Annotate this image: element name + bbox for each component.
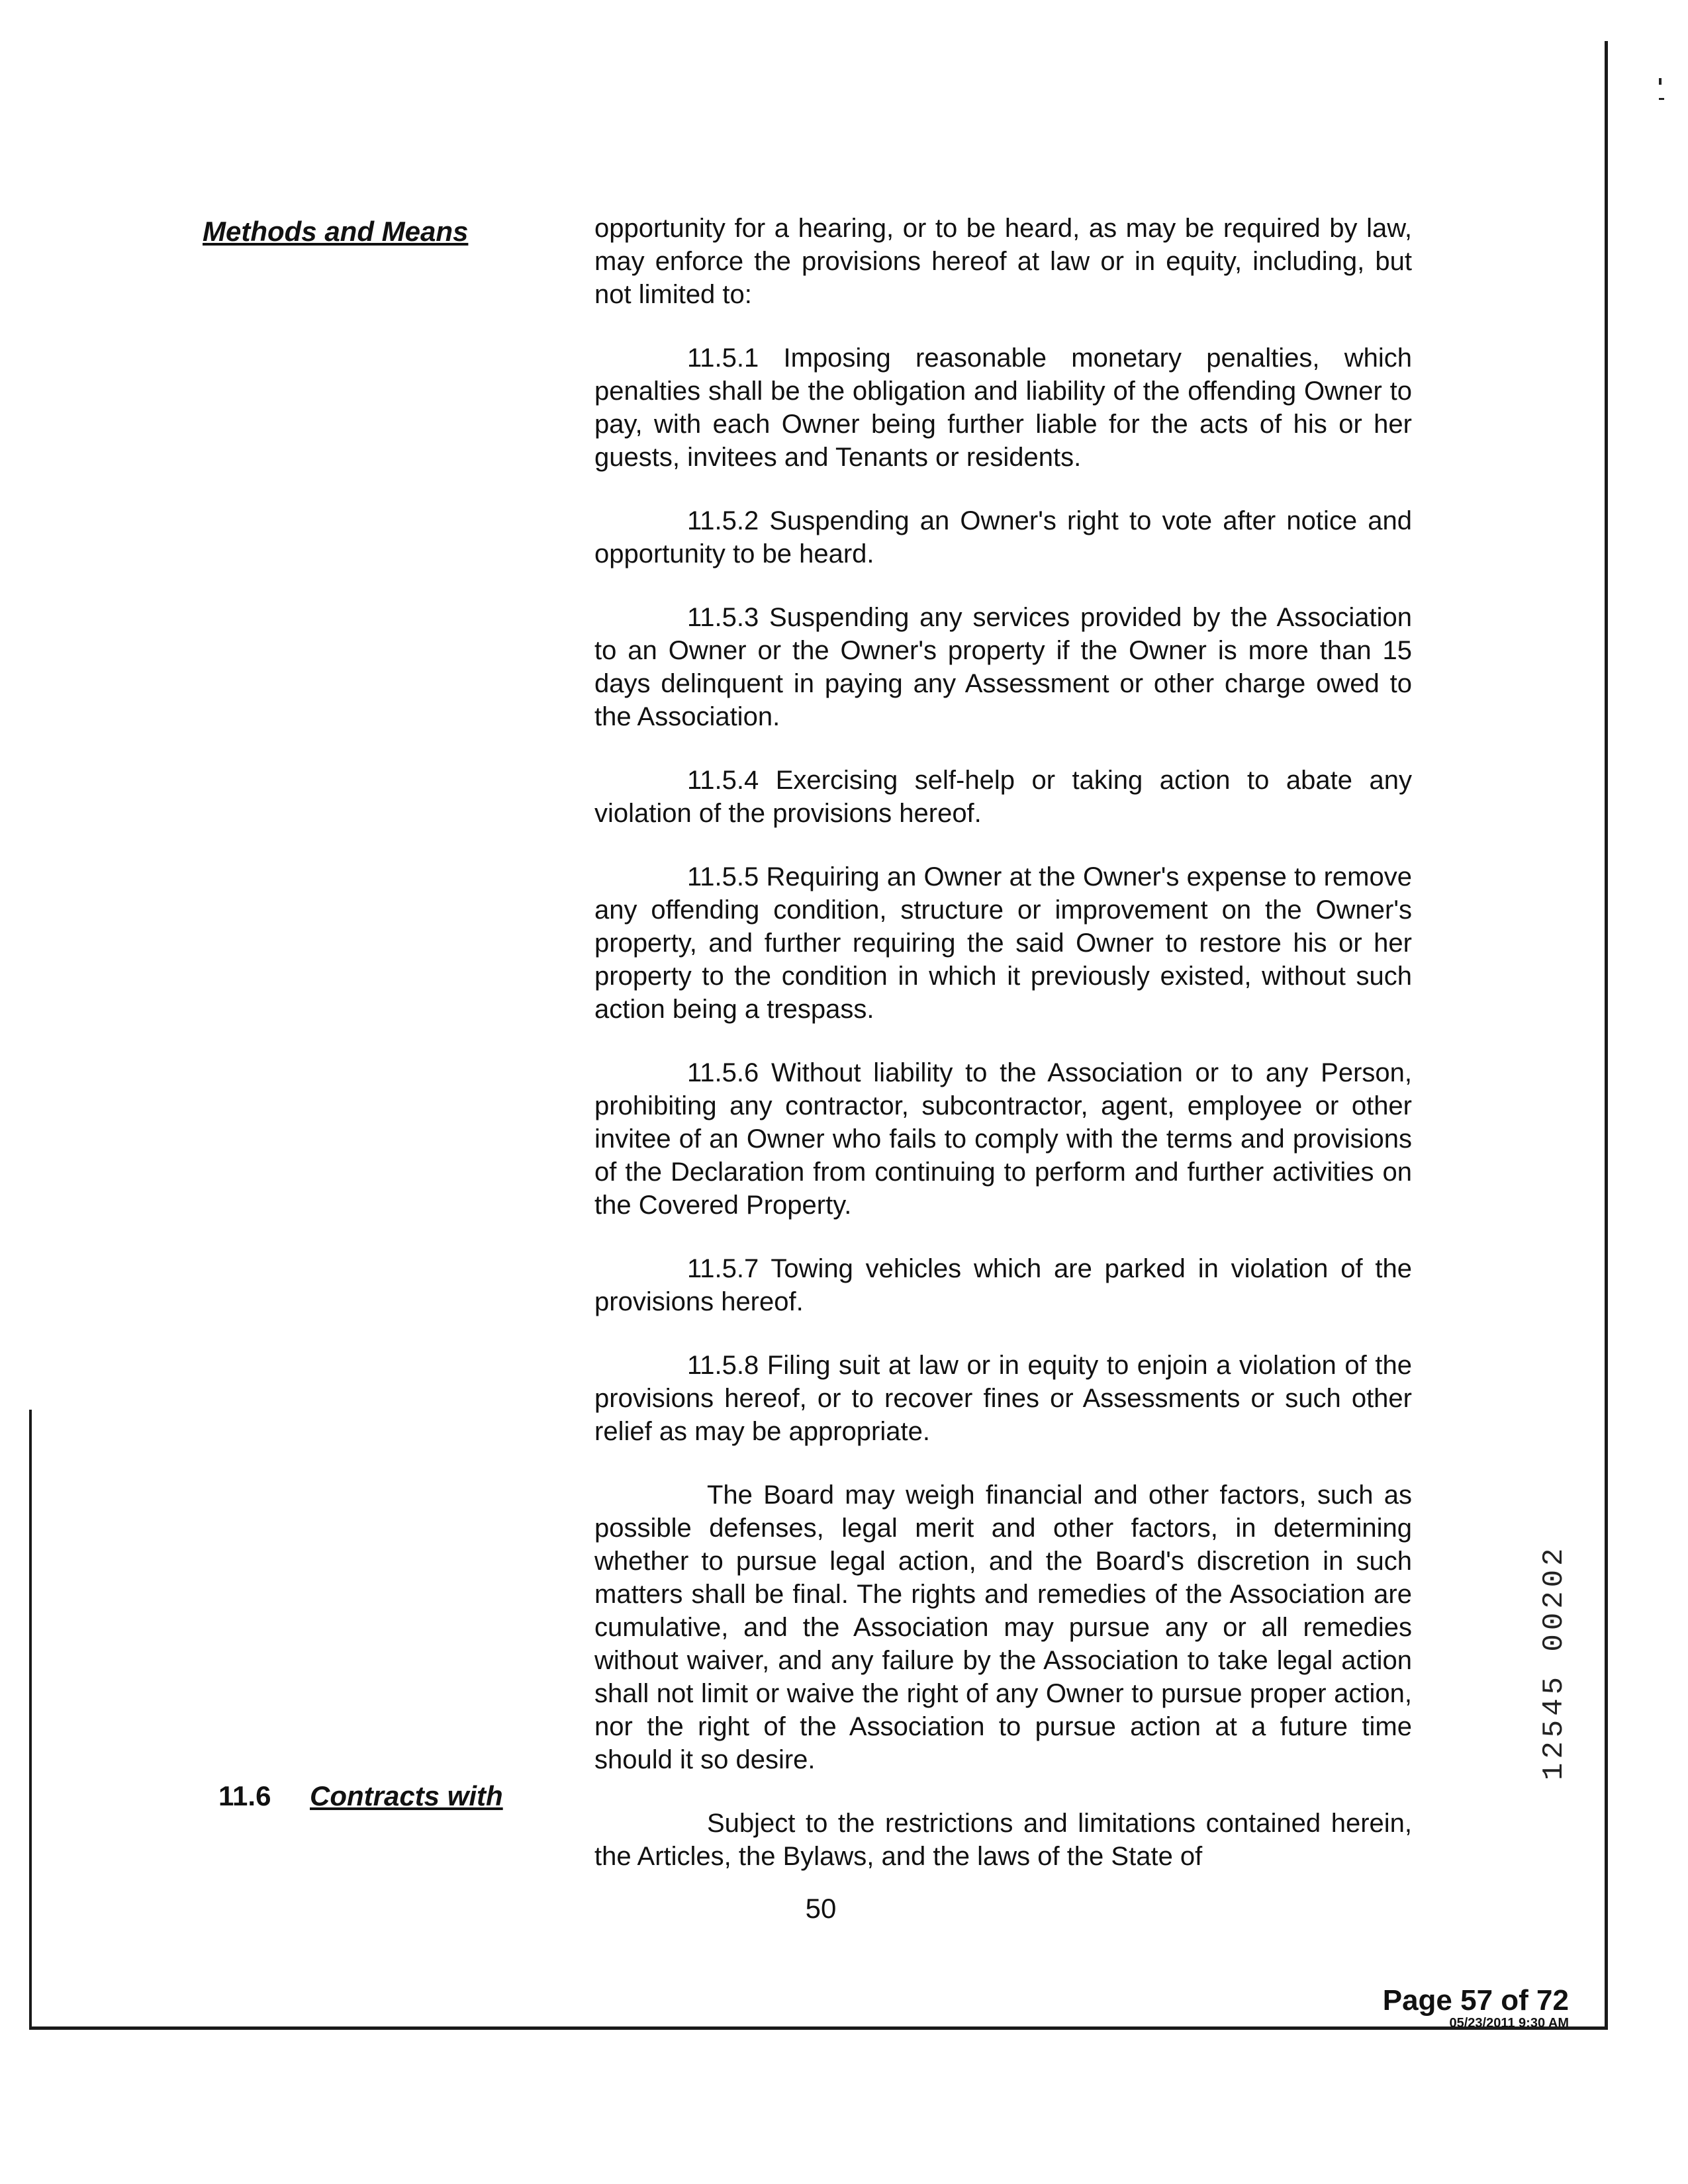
intro-paragraph: opportunity for a hearing, or to be heard, as may be required by law, may enforce the provisions hereof at law or in equity, including, but not limited to: [594, 214, 1412, 309]
page-number: 50 [805, 1893, 837, 1924]
recording-datetime: 05/23/2011 9:30 AM [1449, 2016, 1569, 2030]
item-11-5-1: 11.5.1 Imposing reasonable monetary penalties, which penalties shall be the obligation and liability of the offending Owner to pay, with each Owner being further liable for the acts of his or her guests, invitees and Tenants or residents. [594, 343, 1412, 472]
margin-heading-methods: Methods and Means [203, 216, 469, 247]
scan-speck [1659, 98, 1664, 100]
margin-heading-contracts: Contracts with [310, 1780, 503, 1811]
item-11-5-2: 11.5.2 Suspending an Owner's right to vote after notice and opportunity to be heard. [594, 506, 1412, 569]
body-column [594, 212, 1412, 1903]
item-11-5-3: 11.5.3 Suspending any services provided by the Association to an Owner or the Owner's property if the Owner is more than 15 days delinquent in paying any Assessment or other charge owed to the Association. [594, 603, 1412, 731]
item-11-5-4: 11.5.4 Exercising self-help or taking action to abate any violation of the provisions hereof. [594, 766, 1412, 828]
item-11-5-6: 11.5.6 Without liability to the Association or to any Person, prohibiting any contractor, subcontractor, agent, employee or other invitee of an Owner who fails to comply with the terms and provisions of the Declaration from continuing to perform and further activities on the Covered Property. [594, 1058, 1412, 1220]
item-11-5-8: 11.5.8 Filing suit at law or in equity to enjoin a violation of the provisions hereof, or to recover fines or Assessments or such other relief as may be appropriate. [594, 1351, 1412, 1446]
scan-speck [1659, 78, 1662, 85]
contracts-paragraph: Subject to the restrictions and limitations contained herein, the Articles, the Bylaws, and the laws of the State of [594, 1809, 1412, 1871]
item-11-5-7: 11.5.7 Towing vehicles which are parked in violation of the provisions hereof. [594, 1254, 1412, 1316]
page-border-left [29, 1410, 32, 2029]
page-count-stamp: Page 57 of 72 [1382, 1984, 1569, 2017]
section-number: 11.6 [218, 1780, 271, 1811]
item-11-5-5: 11.5.5 Requiring an Owner at the Owner's expense to remove any offending condition, structure or improvement on the Owner's property, and further requiring the said Owner to restore his or her property to the condition in which it previously existed, without such action being a trespass. [594, 862, 1412, 1024]
board-paragraph: The Board may weigh financial and other factors, such as possible defenses, legal merit and other factors, in determining whether to pursue legal action, and the Board's discretion in such matters shall be final. The rights and remedies of the Association are cumulative, and the Association may pursue any or all remedies without waiver, and any failure by the Association to take legal action shall not limit or waive the right of any Owner to pursue proper action, nor the right of the Association to pursue action at a future time should it so desire. [594, 1480, 1412, 1774]
recording-stamp: 12545 00202 [1538, 1544, 1571, 1780]
page-border-right [1605, 41, 1608, 2030]
